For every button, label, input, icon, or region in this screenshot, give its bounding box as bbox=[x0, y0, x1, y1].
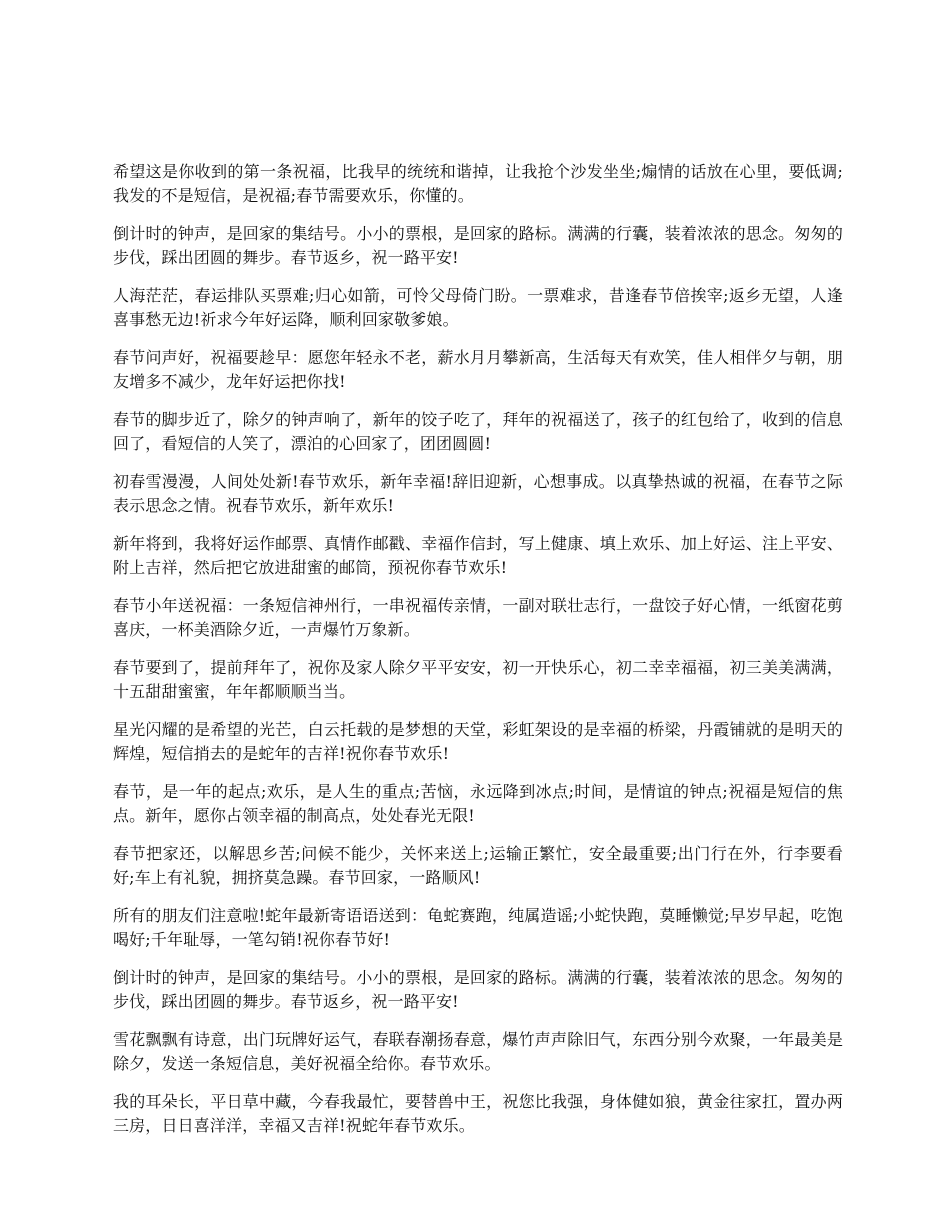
paragraph-9: 春节要到了，提前拜年了，祝你及家人除夕平平安安，初一开快乐心，初二幸幸福福，初三美美满满，十五甜甜蜜蜜，年年都顺顺当当。 bbox=[113, 658, 843, 701]
paragraph-8: 春节小年送祝福：一条短信神州行，一串祝福传亲情，一副对联壮志行，一盘饺子好心情，一纸窗花剪喜庆，一杯美酒除夕近，一声爆竹万象新。 bbox=[113, 596, 843, 639]
paragraph-2: 倒计时的钟声，是回家的集结号。小小的票根，是回家的路标。满满的行囊，装着浓浓的思念。匆匆的步伐，踩出团圆的舞步。春节返乡，祝一路平安! bbox=[113, 224, 843, 267]
paragraph-6: 初春雪漫漫，人间处处新!春节欢乐，新年幸福!辞旧迎新，心想事成。以真挚热诚的祝福，在春节之际表示思念之情。祝春节欢乐，新年欢乐! bbox=[113, 472, 843, 515]
paragraph-10: 星光闪耀的是希望的光芒，白云托载的是梦想的天堂，彩虹架设的是幸福的桥梁，丹霞铺就的是明天的辉煌，短信捎去的是蛇年的吉祥!祝你春节欢乐! bbox=[113, 720, 843, 763]
paragraph-5: 春节的脚步近了，除夕的钟声响了，新年的饺子吃了，拜年的祝福送了，孩子的红包给了，收到的信息回了，看短信的人笑了，漂泊的心回家了，团团圆圆! bbox=[113, 410, 843, 453]
paragraph-7: 新年将到，我将好运作邮票、真情作邮戳、幸福作信封，写上健康、填上欢乐、加上好运、注上平安、附上吉祥，然后把它放进甜蜜的邮筒，预祝你春节欢乐! bbox=[113, 534, 843, 577]
paragraph-15: 雪花飘飘有诗意，出门玩牌好运气，春联春潮扬春意，爆竹声声除旧气，东西分别今欢聚，一年最美是除夕，发送一条短信息，美好祝福全给你。春节欢乐。 bbox=[113, 1030, 843, 1073]
paragraph-13: 所有的朋友们注意啦!蛇年最新寄语语送到：龟蛇赛跑，纯属造谣;小蛇快跑，莫睡懒觉;早岁早起，吃饱喝好;千年耻辱，一笔勾销!祝你春节好! bbox=[113, 906, 843, 949]
document-page bbox=[113, 160, 843, 1152]
paragraph-3: 人海茫茫，春运排队买票难;归心如箭，可怜父母倚门盼。一票难求，昔逢春节倍挨宰;返乡无望，人逢喜事愁无边!祈求今年好运降，顺利回家敬爹娘。 bbox=[113, 286, 843, 329]
paragraph-14: 倒计时的钟声，是回家的集结号。小小的票根，是回家的路标。满满的行囊，装着浓浓的思念。匆匆的步伐，踩出团圆的舞步。春节返乡，祝一路平安! bbox=[113, 968, 843, 1011]
paragraph-4: 春节问声好，祝福要趁早：愿您年轻永不老，薪水月月攀新高，生活每天有欢笑，佳人相伴夕与朝，朋友增多不减少，龙年好运把你找! bbox=[113, 348, 843, 391]
paragraph-1: 希望这是你收到的第一条祝福，比我早的统统和谐掉，让我抢个沙发坐坐;煽情的话放在心里，要低调;我发的不是短信，是祝福;春节需要欢乐，你懂的。 bbox=[113, 162, 843, 205]
paragraph-16: 我的耳朵长，平日草中藏，今春我最忙，要替兽中王，祝您比我强，身体健如狼，黄金往家扛，置办两三房，日日喜洋洋，幸福又吉祥!祝蛇年春节欢乐。 bbox=[113, 1092, 843, 1135]
paragraph-11: 春节，是一年的起点;欢乐，是人生的重点;苦恼，永远降到冰点;时间，是情谊的钟点;祝福是短信的焦点。新年，愿你占领幸福的制高点，处处春光无限! bbox=[113, 782, 843, 825]
paragraph-12: 春节把家还，以解思乡苦;问候不能少，关怀来送上;运输正繁忙，安全最重要;出门行在外，行李要看好;车上有礼貌，拥挤莫急躁。春节回家，一路顺风! bbox=[113, 844, 843, 887]
